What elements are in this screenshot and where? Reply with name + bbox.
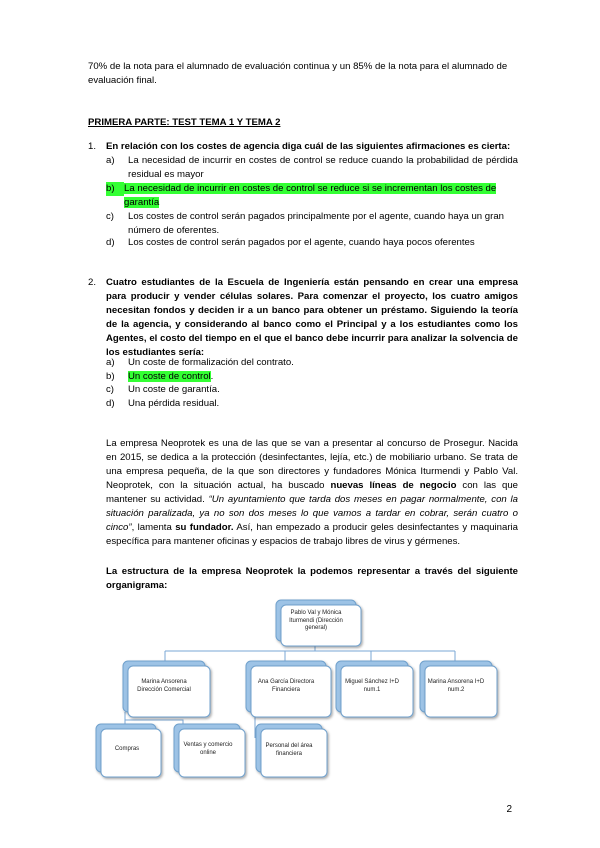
question-number: 2. <box>88 277 97 288</box>
option-label: b) <box>106 371 115 382</box>
option-text: La necesidad de incurrir en costes de control se reduce cuando la probabilidad de pérdida residual es mayor <box>128 155 518 180</box>
option-label: b) <box>106 182 124 196</box>
option-suffix: . <box>210 371 214 382</box>
org-purchases-label: Compras <box>114 746 140 752</box>
option-label: d) <box>106 237 115 248</box>
option-label: a) <box>106 155 115 166</box>
org-rd1-label: Miguel Sánchez I+D num.1 <box>345 679 399 693</box>
option-label: a) <box>106 357 115 368</box>
option-text: Un coste de formalización del contrato. <box>128 357 294 368</box>
highlighted-answer: La necesidad de incurrir en costes de control se reduce si se incrementan los costes de garantía <box>124 183 497 208</box>
intro-paragraph: 70% de la nota para el alumnado de evaluación continua y un 85% de la nota para el alumnado de evaluación final. <box>88 61 508 86</box>
org-rd2-label: Marina Ansorena I+D num.2 <box>427 679 485 693</box>
highlighted-answer: Un coste de control <box>128 371 211 382</box>
org-root-label: Pablo Val y Mónica Iturmendi (Dirección general) <box>289 610 343 631</box>
question-text: Cuatro estudiantes de la Escuela de Ingeniería están pensando en crear una empresa para producir y vender células solares. Para comenzar el proyecto, los cuatro amigos necesitan fondos y deciden ir a un banco para obtener un préstamo. Siguiendo la teoría de la agencia, y considerando al banco como el Principal y a los estudiantes como los Agentes, el costo del tiempo en el que el banco debe incurrir para analizar la solvencia de los estudiantes sería: <box>106 277 518 358</box>
org-sales-label: Ventas y comercio online <box>183 742 233 756</box>
option-label: c) <box>106 384 114 395</box>
option-text: Una pérdida residual. <box>128 398 220 409</box>
question-text: En relación con los costes de agencia diga cuál de las siguientes afirmaciones es cierta: <box>106 141 511 152</box>
case-text: La empresa Neoprotek es una de las que se van a presentar al concurso de Prosegur. Nacida en 2015, se dedica a la protección (desinfectantes, lejía, etc.) de mobiliario urbano. Se trata de una empresa pequeña, de la que son directores y fundadores Mónica Iturmendi y Pablo Val. Neoprotek, con la situación actual, ha buscado <box>106 438 518 491</box>
option-text: Un coste de garantía. <box>128 384 220 395</box>
case-text: Así, han empezado a producir geles desinfectantes y maquinaria específica para mantener oficinas y espacios de trabajo libres de virus y gérmenes. <box>106 522 519 547</box>
case-bold-text: nuevas líneas de negocio <box>330 480 457 491</box>
case-text: con las que mantener su actividad. <box>106 480 519 505</box>
case-org-intro: La estructura de la empresa Neoprotek la podemos representar a través del siguiente organigrama: <box>106 566 518 591</box>
case-bold-text: su fundador. <box>175 522 234 533</box>
option-text: Los costes de control serán pagados por el agente, cuando haya pocos oferentes <box>128 237 475 248</box>
org-finance-label: Ana García Directora Financiera <box>257 679 315 693</box>
page-number: 2 <box>506 804 512 815</box>
option-label: d) <box>106 398 115 409</box>
org-commercial-label: Marina Ansorena Dirección Comercial <box>137 679 191 693</box>
case-quote: “Un ayuntamiento que tarda dos meses en pagar normalmente, con la situación paralizada, ya no son dos meses lo que vamos a tardar en cobrar, serán cuatro o cinco” <box>106 494 519 533</box>
section-title: PRIMERA PARTE: TEST TEMA 1 Y TEMA 2 <box>88 117 281 128</box>
org-finance-staff-label: Personal del área financiera <box>265 743 313 757</box>
option-text: Los costes de control serán pagados principalmente por el agente, cuando haya un gran número de oferentes. <box>128 211 505 236</box>
option-label: c) <box>106 211 114 222</box>
case-text: , lamenta <box>131 522 172 533</box>
question-number: 1. <box>88 141 97 152</box>
